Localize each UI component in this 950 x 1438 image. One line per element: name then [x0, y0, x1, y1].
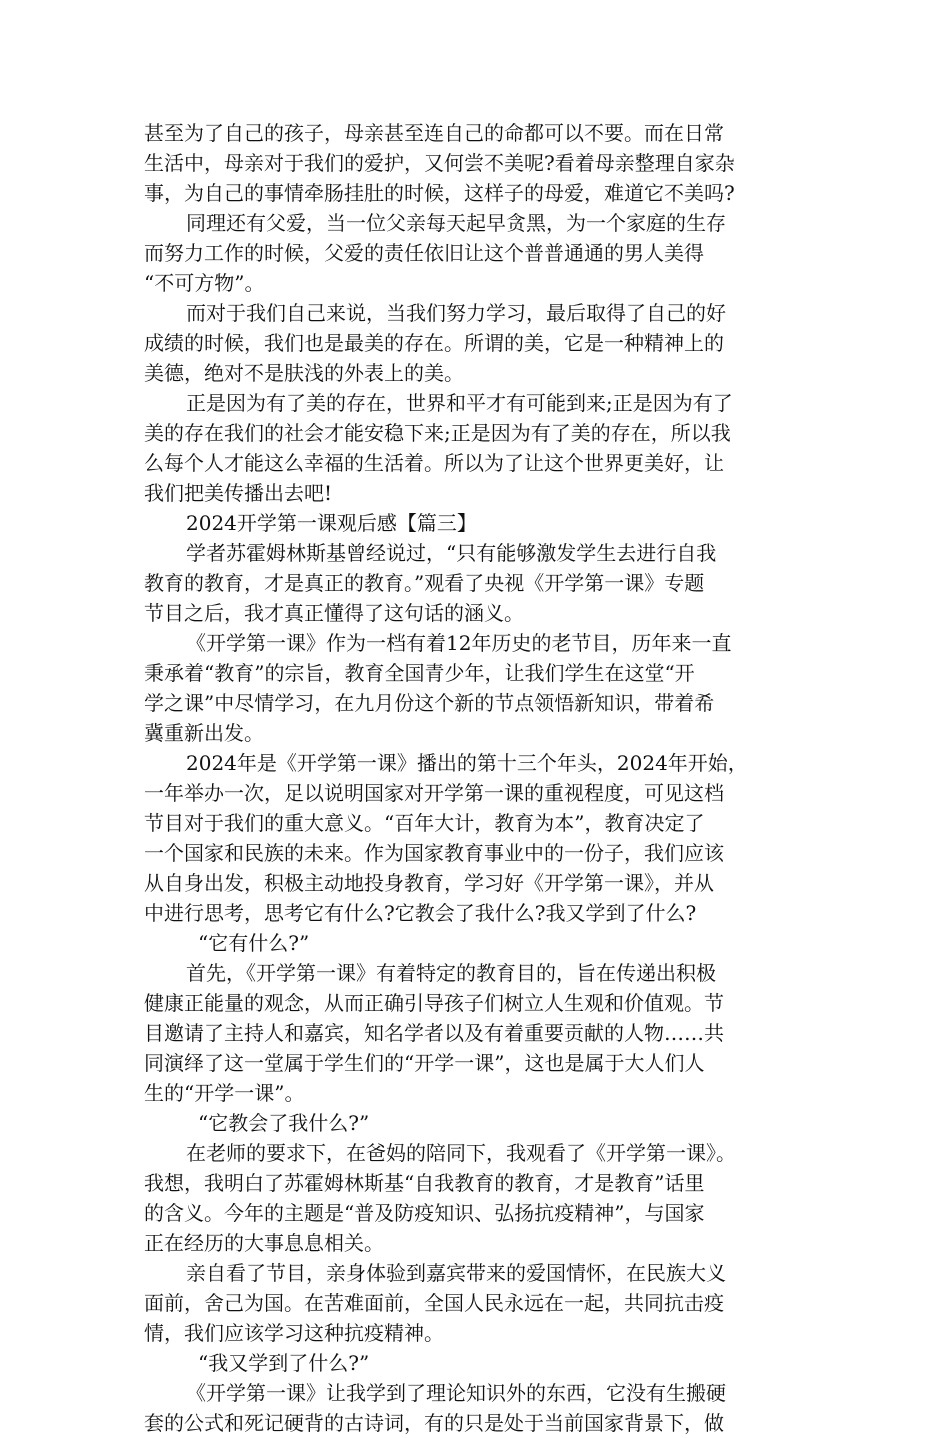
- text-line: 一年举办一次，足以说明国家对开学第一课的重视程度，可见这档: [144, 781, 724, 805]
- text-line: 首先，《开学第一课》有着特定的教育目的，旨在传递出积极: [186, 961, 716, 985]
- text-line: 甚至为了自己的孩子，母亲甚至连自己的命都可以不要。而在日常: [144, 121, 724, 145]
- text-line: 事，为自己的事情牵肠挂肚的时候，这样子的母爱，难道它不美吗?: [144, 181, 735, 205]
- text-line: 冀重新出发。: [144, 721, 264, 745]
- text-line: 亲自看了节目，亲身体验到嘉宾带来的爱国情怀，在民族大义: [186, 1261, 726, 1285]
- text-line: 学者苏霍姆林斯基曾经说过，“只有能够激发学生去进行自我: [186, 541, 717, 565]
- text-line: 从自身出发，积极主动地投身教育，学习好《开学第一课》，并从: [144, 871, 714, 895]
- text-line: 美德，绝对不是肤浅的外表上的美。: [144, 361, 464, 385]
- text-line: 面前，舍己为国。在苦难面前，全国人民永远在一起，共同抗击疫: [144, 1291, 724, 1315]
- text-line: 一个国家和民族的未来。作为国家教育事业中的一份子，我们应该: [144, 841, 724, 865]
- text-line: 我想，我明白了苏霍姆林斯基“自我教育的教育，才是教育”话里: [144, 1171, 705, 1195]
- text-line: 2024年是《开学第一课》播出的第十三个年头，2024年开始，: [186, 751, 748, 775]
- text-line: 《开学第一课》作为一档有着12年历史的老节目，历年来一直: [186, 631, 732, 655]
- text-line: 美的存在我们的社会才能安稳下来;正是因为有了美的存在，所以我: [144, 421, 731, 445]
- text-line: 健康正能量的观念，从而正确引导孩子们树立人生观和价值观。节: [144, 991, 724, 1015]
- text-line: 2024开学第一课观后感【篇三】: [186, 511, 477, 535]
- text-line: 情，我们应该学习这种抗疫精神。: [144, 1321, 444, 1345]
- text-line: 学之课”中尽情学习，在九月份这个新的节点领悟新知识，带着希: [144, 691, 715, 715]
- text-line: 节目之后，我才真正懂得了这句话的涵义。: [144, 601, 524, 625]
- text-line: 中进行思考，思考它有什么?它教会了我什么?我又学到了什么?: [144, 901, 697, 925]
- text-line: 在老师的要求下，在爸妈的陪同下，我观看了《开学第一课》。: [186, 1141, 736, 1165]
- text-line: 我们把美传播出去吧!: [144, 481, 333, 505]
- text-line: 目邀请了主持人和嘉宾，知名学者以及有着重要贡献的人物……共: [144, 1021, 724, 1045]
- text-line: 秉承着“教育”的宗旨，教育全国青少年，让我们学生在这堂“开: [144, 661, 695, 685]
- text-line: 的含义。今年的主题是“普及防疫知识、弘扬抗疫精神”，与国家: [144, 1201, 705, 1225]
- text-line: 同演绎了这一堂属于学生们的“开学一课”，这也是属于大人们人: [144, 1051, 705, 1075]
- text-line: “它教会了我什么?”: [198, 1111, 370, 1135]
- text-line: “我又学到了什么?”: [198, 1351, 370, 1375]
- article-body: [144, 118, 808, 1438]
- text-line: 而对于我们自己来说，当我们努力学习，最后取得了自己的好: [186, 301, 726, 325]
- text-line: “它有什么?”: [198, 931, 310, 955]
- text-line: 节目对于我们的重大意义。“百年大计，教育为本”，教育决定了: [144, 811, 705, 835]
- text-line: 成绩的时候，我们也是最美的存在。所谓的美，它是一种精神上的: [144, 331, 724, 355]
- text-line: 教育的教育，才是真正的教育。”观看了央视《开学第一课》专题: [144, 571, 705, 595]
- text-line: 《开学第一课》让我学到了理论知识外的东西，它没有生搬硬: [186, 1381, 726, 1405]
- text-line: 正是因为有了美的存在，世界和平才有可能到来;正是因为有了: [186, 391, 733, 415]
- text-line: 生的“开学一课”。: [144, 1081, 305, 1105]
- text-line: “不可方物”。: [144, 271, 265, 295]
- text-line: 生活中，母亲对于我们的爱护，又何尝不美呢?看着母亲整理自家杂: [144, 151, 735, 175]
- text-line: 正在经历的大事息息相关。: [144, 1231, 384, 1255]
- text-line: 套的公式和死记硬背的古诗词，有的只是处于当前国家背景下，做: [144, 1411, 724, 1435]
- text-line: 么每个人才能这么幸福的生活着。所以为了让这个世界更美好，让: [144, 451, 724, 475]
- text-line: 而努力工作的时候，父爱的责任依旧让这个普普通通的男人美得: [144, 241, 704, 265]
- text-line: 同理还有父爱，当一位父亲每天起早贪黑，为一个家庭的生存: [186, 211, 726, 235]
